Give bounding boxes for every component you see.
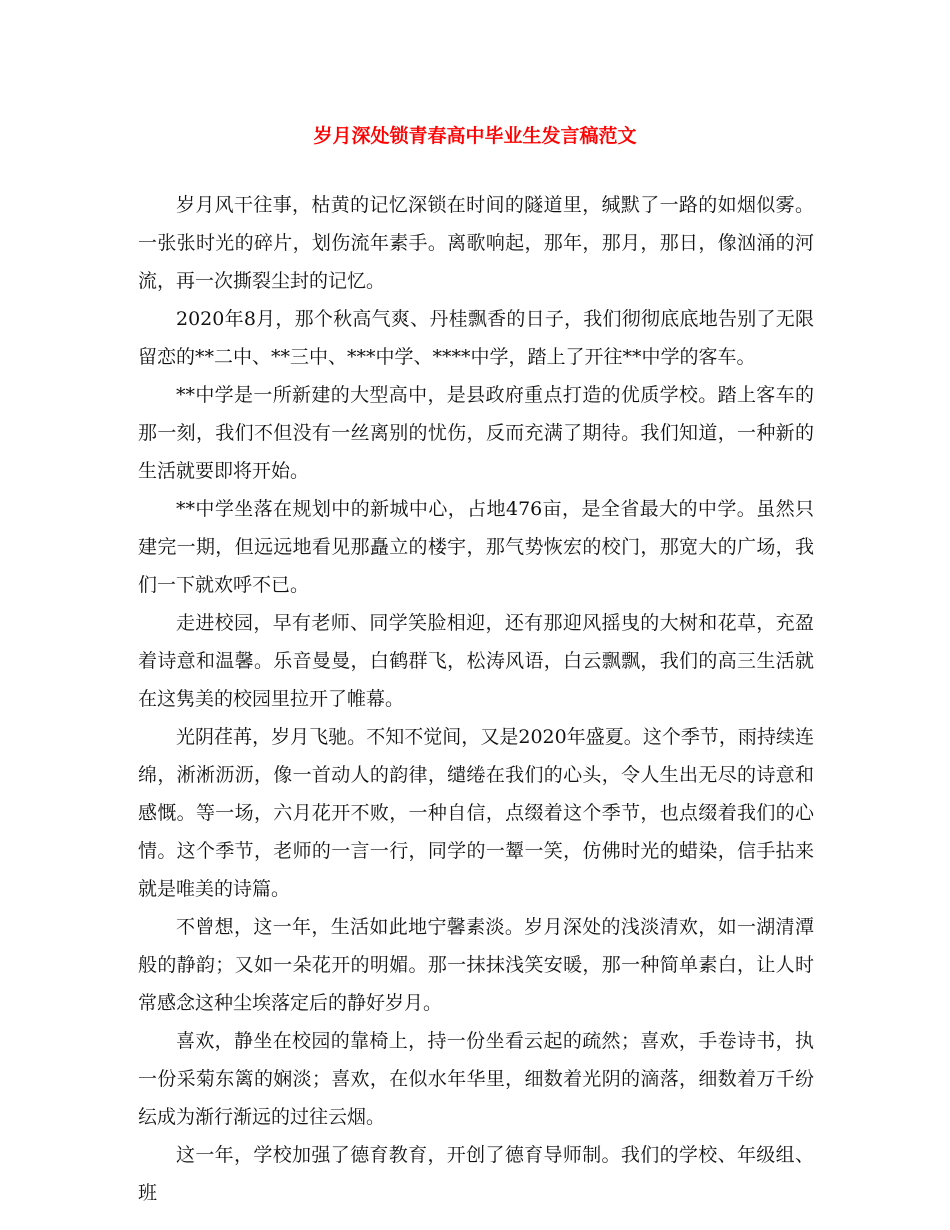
paragraph: 2020年8月，那个秋高气爽、丹桂飘香的日子，我们彻彻底底地告别了无限留恋的**二中、**三中、***中学、****中学，踏上了开往**中学的客车。 [138, 308, 814, 368]
paragraph: 这一年，学校加强了德育教育，开创了德育导师制。我们的学校、年级组、班 [138, 1144, 814, 1204]
paragraph: **中学坐落在规划中的新城中心，占地476亩，是全省最大的中学。虽然只建完一期，但远远地看见那矗立的楼宇，那气势恢宏的校门，那宽大的广场，我们一下就欢呼不已。 [138, 498, 814, 596]
paragraph: 走进校园，早有老师、同学笑脸相迎，还有那迎风摇曳的大树和花草，充盈着诗意和温馨。乐音曼曼，白鹤群飞，松涛风语，白云飘飘，我们的高三生活就在这隽美的校园里拉开了帷幕。 [138, 612, 814, 710]
paragraph: **中学是一所新建的大型高中，是县政府重点打造的优质学校。踏上客车的那一刻，我们不但没有一丝离别的忧伤，反而充满了期待。我们知道，一种新的生活就要即将开始。 [138, 384, 814, 482]
document-title: 岁月深处锁青春高中毕业生发言稿范文 [313, 125, 637, 147]
paragraph: 不曾想，这一年，生活如此地宁馨素淡。岁月深处的浅淡清欢，如一湖清潭般的静韵；又如一朵花开的明媚。那一抹抹浅笑安暖，那一种简单素白，让人时常感念这种尘埃落定后的静好岁月。 [138, 916, 814, 1014]
paragraph: 光阴荏苒，岁月飞驰。不知不觉间，又是2020年盛夏。这个季节，雨持续连绵，淅淅沥沥，像一首动人的韵律，缱绻在我们的心头，令人生出无尽的诗意和感慨。等一场，六月花开不败，一种自信，点缀着这个季节，也点缀着我们的心情。这个季节，老师的一言一行，同学的一颦一笑，仿佛时光的蜡染，信手拈来就是唯美的诗篇。 [138, 726, 814, 900]
paragraph: 喜欢，静坐在校园的靠椅上，持一份坐看云起的疏然；喜欢，手卷诗书，执一份采菊东篱的娴淡；喜欢，在似水年华里，细数着光阴的滴落，细数着万千纷纭成为渐行渐远的过往云烟。 [138, 1030, 814, 1128]
paragraph: 岁月风干往事，枯黄的记忆深锁在时间的隧道里，缄默了一路的如烟似雾。一张张时光的碎片，划伤流年素手。离歌响起，那年，那月，那日，像汹涌的河流，再一次撕裂尘封的记忆。 [138, 194, 814, 292]
document-body [138, 186, 814, 1212]
